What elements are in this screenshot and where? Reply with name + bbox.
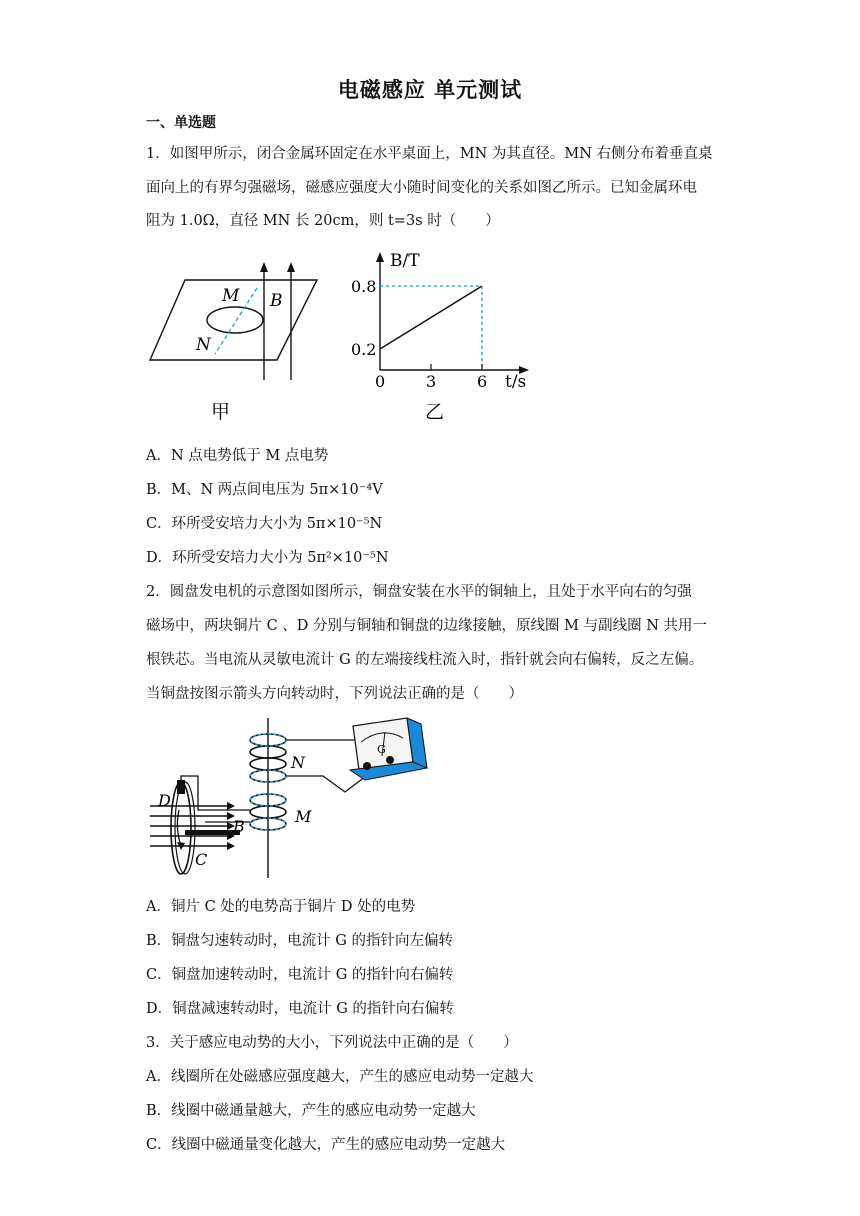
label-D: D (158, 791, 171, 810)
y-axis-label: B/T (390, 251, 420, 271)
label-G: G (377, 743, 386, 756)
q3-option-b[interactable]: B．线圈中磁通量越大，产生的感应电动势一定越大 (146, 1103, 476, 1119)
q2-option-b[interactable]: B．铜盘匀速转动时，电流计 G 的指针向左偏转 (146, 933, 453, 949)
y-tick-label: 0.8 (351, 277, 377, 296)
q3-option-c[interactable]: C．线圈中磁通量变化越大，产生的感应电动势一定越大 (146, 1137, 506, 1153)
x-tick-label: 0 (375, 372, 386, 391)
q3-stem: 3．关于感应电动势的大小，下列说法中正确的是（ ） (146, 1035, 518, 1051)
q1-stem-line-1: 1．如图甲所示，闭合金属环固定在水平桌面上，MN 为其直径。MN 右侧分布着垂直桌 (146, 146, 713, 162)
x-axis-label: t/s (505, 372, 527, 392)
caption-jia: 甲 (211, 401, 231, 423)
page-title: 电磁感应 单元测试 (337, 78, 523, 102)
label-M2: M (295, 807, 312, 826)
q1-stem-line-3: 阻为 1.0Ω，直径 MN 长 20cm，则 t=3s 时（ ） (146, 213, 500, 229)
label-B: B (270, 291, 283, 311)
x-tick-label: 3 (426, 372, 437, 391)
label-M: M (222, 286, 240, 306)
q1-option-d[interactable]: D．环所受安培力大小为 5π²×10⁻⁵N (146, 550, 389, 566)
figure-jia (145, 258, 330, 428)
series-line (380, 286, 482, 349)
q1-option-b[interactable]: B．M、N 两点间电压为 5π×10⁻⁴V (146, 482, 383, 498)
q2-option-d[interactable]: D．铜盘减速转动时，电流计 G 的指针向右偏转 (146, 1001, 454, 1017)
q2-stem-line-2: 磁场中，两块铜片 C 、D 分别与铜轴和铜盘的边缘接触，原线圈 M 与副线圈 N 共用一 (146, 618, 708, 634)
q2-stem-line-1: 2．圆盘发电机的示意图如图所示，铜盘安装在水平的铜轴上，且处于水平向右的匀强 (146, 584, 692, 600)
y-tick-label: 0.2 (351, 340, 377, 359)
label-N: N (196, 335, 211, 355)
q3-option-a[interactable]: A．线圈所在处磁感应强度越大，产生的感应电动势一定越大 (146, 1069, 534, 1085)
q2-stem-line-3: 根铁芯。当电流从灵敏电流计 G 的左端接线柱流入时，指针就会向右偏转，反之左偏。 (146, 652, 704, 668)
q1-option-a[interactable]: A．N 点电势低于 M 点电势 (146, 448, 329, 464)
q1-option-c[interactable]: C．环所受安培力大小为 5π×10⁻⁵N (146, 516, 383, 532)
q2-stem-line-4: 当铜盘按图示箭头方向转动时，下列说法正确的是（ ） (146, 686, 523, 702)
figure-disk-generator (145, 710, 435, 882)
label-C: C (195, 850, 208, 869)
x-tick-label: 6 (477, 372, 488, 391)
caption-yi: 乙 (425, 401, 445, 423)
label-N2: N (291, 753, 305, 772)
q2-option-c[interactable]: C．铜盘加速转动时，电流计 G 的指针向右偏转 (146, 967, 454, 983)
q2-option-a[interactable]: A．铜片 C 处的电势高于铜片 D 处的电势 (146, 899, 416, 915)
section-heading: 一、单选题 (146, 115, 216, 131)
q1-stem-line-2: 面向上的有界匀强磁场，磁感应强度大小随时间变化的关系如图乙所示。已知金属环电 (146, 180, 697, 196)
figure-yi-chart (345, 244, 535, 424)
label-B2: B (233, 817, 245, 836)
